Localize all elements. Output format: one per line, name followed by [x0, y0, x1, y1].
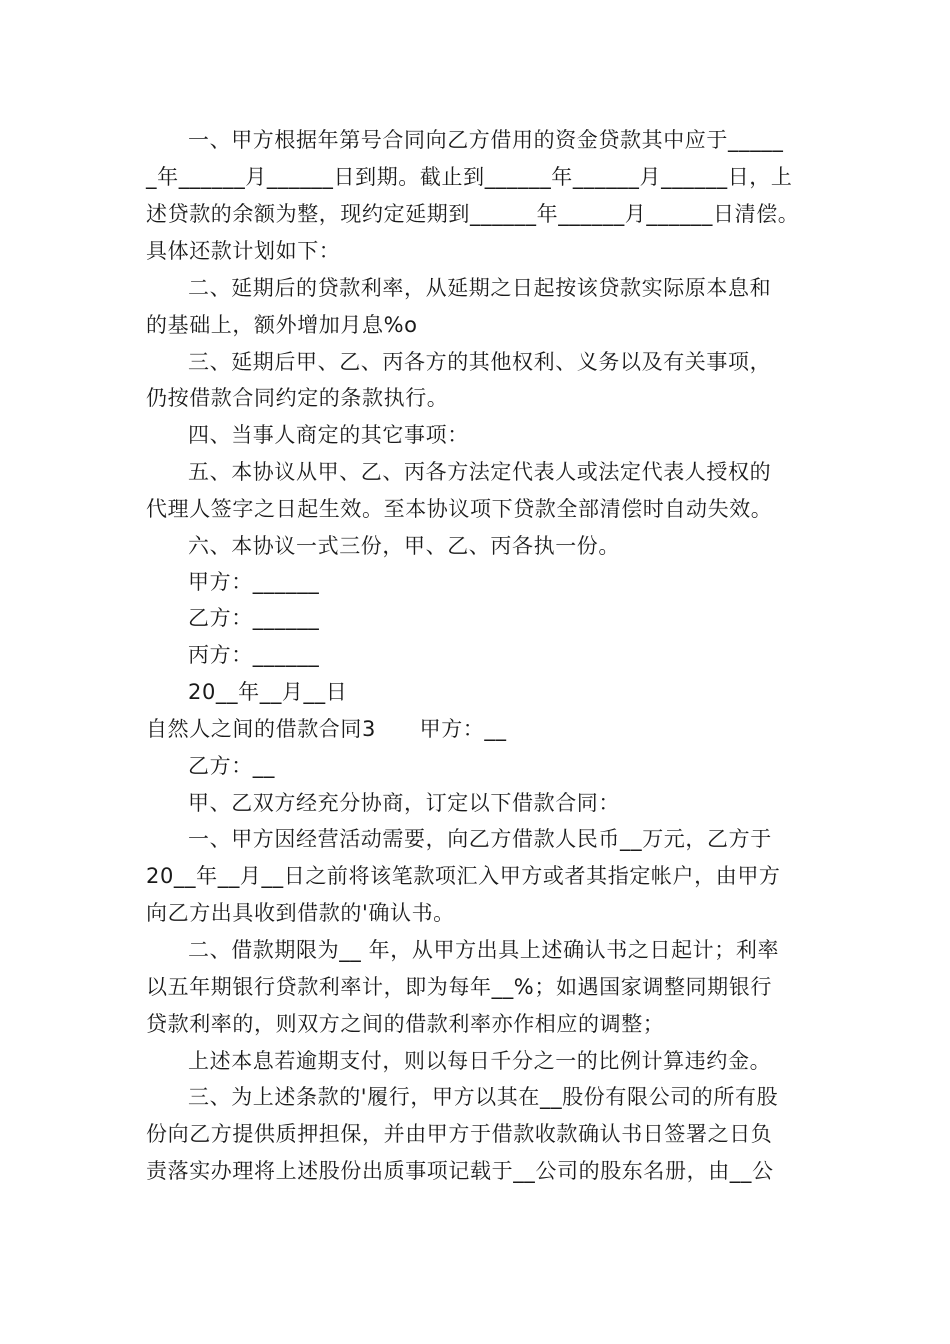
paragraph-line: 一、甲方根据年第号合同向乙方借用的资金贷款其中应于_____ [188, 128, 784, 152]
paragraph-line: 以五年期银行贷款利率计，即为每年__%；如遇国家调整同期银行 [146, 975, 772, 999]
paragraph-line: 甲、乙双方经充分协商，订定以下借款合同： [188, 791, 620, 815]
paragraph-line: 二、借款期限为__ 年，从甲方出具上述确认书之日起计；利率 [188, 938, 780, 962]
paragraph-line: 四、当事人商定的其它事项： [188, 423, 469, 447]
paragraph-line: 五、本协议从甲、乙、丙各方法定代表人或法定代表人授权的 [188, 460, 772, 484]
paragraph-line: 贷款利率的，则双方之间的借款利率亦作相应的调整； [146, 1012, 665, 1036]
paragraph-line: 具体还款计划如下： [146, 239, 341, 263]
paragraph-line: 上述本息若逾期支付，则以每日千分之一的比例计算违约金。 [188, 1049, 772, 1073]
date-line: 20__年__月__日 [188, 680, 348, 704]
paragraph-line: 述贷款的余额为整，现约定延期到______年______月______日清偿。 [146, 202, 800, 226]
paragraph-line: 的基础上，额外增加月息%o [146, 313, 418, 337]
signature-line-party-c: 丙方：______ [188, 643, 320, 667]
paragraph-line: 一、甲方因经营活动需要，向乙方借款人民币__万元，乙方于 [188, 827, 772, 851]
contract-heading-line: 自然人之间的借款合同3 甲方：__ [146, 717, 507, 741]
paragraph-line: 代理人签字之日起生效。至本协议项下贷款全部清偿时自动失效。 [146, 497, 773, 521]
signature-line-party-a: 甲方：______ [188, 570, 320, 594]
paragraph-line: 三、为上述条款的'履行，甲方以其在__股份有限公司的所有股 [188, 1085, 779, 1109]
paragraph-line: 向乙方出具收到借款的'确认书。 [146, 901, 455, 925]
paragraph-line: 三、延期后甲、乙、丙各方的其他权利、义务以及有关事项， [188, 350, 772, 374]
paragraph-line: 六、本协议一式三份，甲、乙、丙各执一份。 [188, 534, 620, 558]
paragraph-line: _年______月______日到期。截止到______年______月______日，上 [146, 165, 793, 189]
paragraph-line: 仍按借款合同约定的条款执行。 [146, 386, 449, 410]
party-b-line: 乙方：__ [188, 754, 275, 778]
paragraph-line: 20__年__月__日之前将该笔款项汇入甲方或者其指定帐户，由甲方 [146, 864, 781, 888]
paragraph-line: 二、延期后的贷款利率，从延期之日起按该贷款实际原本息和 [188, 276, 772, 300]
paragraph-line: 责落实办理将上述股份出质事项记载于__公司的股东名册，由__公 [146, 1159, 774, 1183]
signature-line-party-b: 乙方：______ [188, 606, 320, 630]
paragraph-line: 份向乙方提供质押担保，并由甲方于借款收款确认书日签署之日负 [146, 1122, 773, 1146]
